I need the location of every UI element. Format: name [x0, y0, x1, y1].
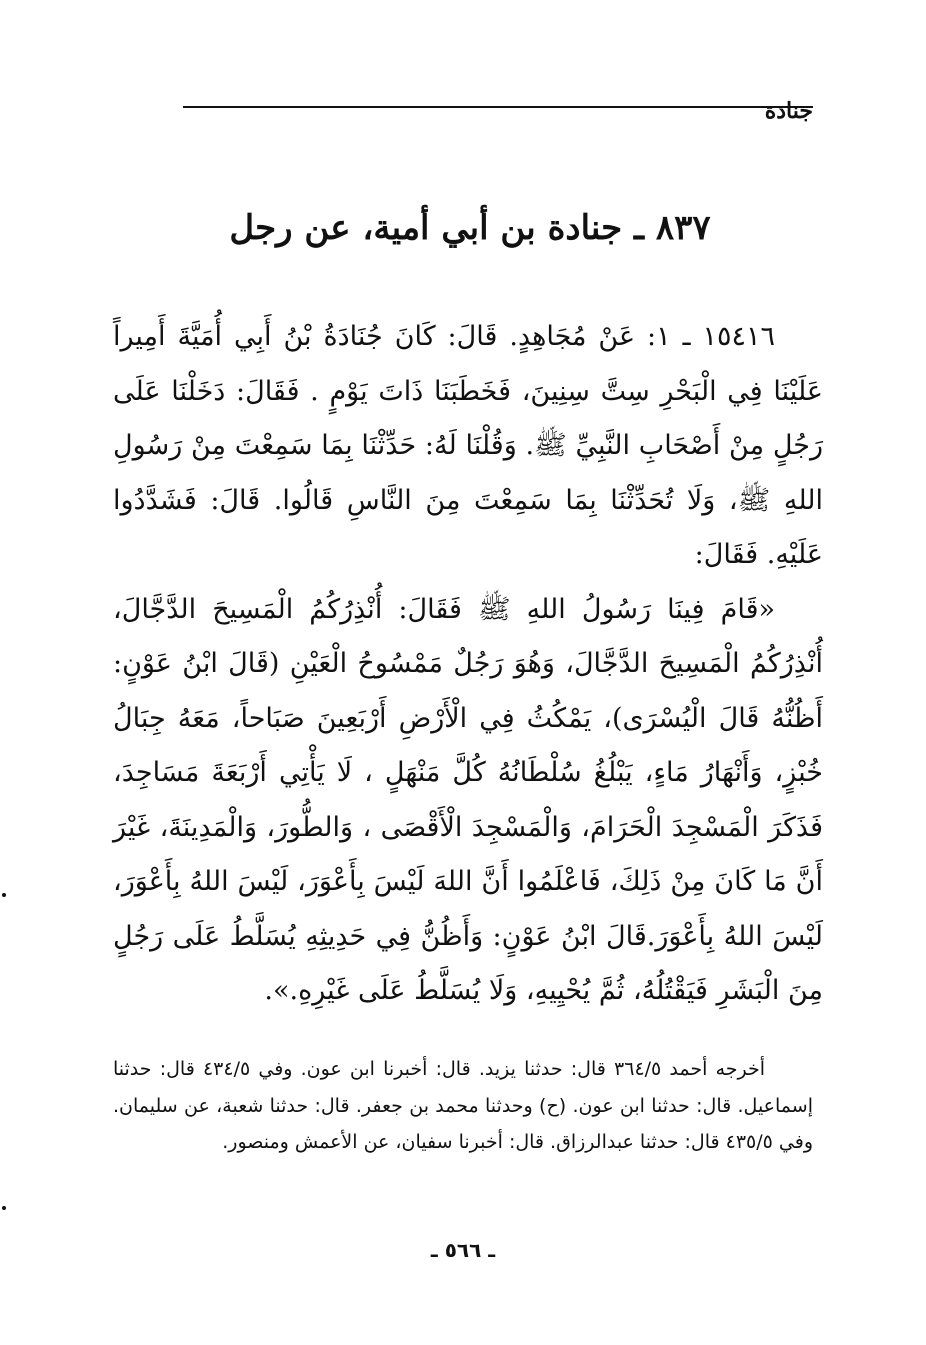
- hadith-text-paragraph: «قَامَ فِينَا رَسُولُ اللهِ ﷺ فَقَالَ: أُنْذِرُكُمُ الْمَسِيحَ الدَّجَّالَ، أُنْذِرُكُمُ الْمَسِيحَ الدَّجَّالَ، وَهُوَ رَجُلٌ مَمْسُوحُ الْعَيْنِ (قَالَ ابْنُ عَوْنٍ: أَظُنُّهُ قَالَ الْيُسْرَى)، يَمْكُثُ فِي الْأَرْضِ أَرْبَعِينَ صَبَاحاً، مَعَهُ جِبَالُ خُبْزٍ، وَأَنْهَارُ مَاءٍ، يَبْلُغُ سُلْطَانُهُ كُلَّ مَنْهَلٍ ، لَا يَأْتِي أَرْبَعَةَ مَسَاجِدَ، فَذَكَرَ الْمَسْجِدَ الْحَرَامَ، وَالْمَسْجِدَ الْأَقْصَى ، وَالطُّورَ، وَالْمَدِينَةَ، غَيْرَ أَنَّ مَا كَانَ مِنْ ذَلِكَ، فَاعْلَمُوا أَنَّ اللهَ لَيْسَ بِأَعْوَرَ، لَيْسَ اللهُ بِأَعْوَرَ، لَيْسَ اللهُ بِأَعْوَرَ.قَالَ ابْنُ عَوْنٍ: وَأَظُنُّ فِي حَدِيثِهِ يُسَلَّطُ عَلَى رَجُلٍ مِنَ الْبَشَرِ فَيَقْتُلُهُ، ثُمَّ يُحْيِيهِ، وَلَا يُسَلَّطُ عَلَى غَيْرِهِ.».: [113, 593, 823, 1006]
- margin-mark: [2, 1206, 6, 1210]
- hadith-body: [113, 310, 823, 1019]
- hadith-intro-paragraph: ١٥٤١٦ ـ ١: عَنْ مُجَاهِدٍ. قَالَ: كَانَ جُنَادَةُ بْنُ أَبِي أُمَيَّةَ أَمِيراً عَلَيْنَا فِي الْبَحْرِ سِتَّ سِنِينَ، فَخَطَبَنَا ذَاتَ يَوْمٍ . فَقَالَ: دَخَلْنَا عَلَى رَجُلٍ مِنْ أَصْحَابِ النَّبِيِّ ﷺ. وَقُلْنَا لَهُ: حَدِّثْنَا بِمَا سَمِعْتَ مِنْ رَسُولِ اللهِ ﷺ، وَلَا تُحَدِّثْنَا بِمَا سَمِعْتَ مِنَ النَّاسِ قَالُوا. قَالَ: فَشَدَّدُوا عَلَيْهِ. فَقَالَ:: [113, 321, 823, 570]
- chapter-title: ٨٣٧ ـ جنادة بن أبي أمية، عن رجل: [229, 208, 711, 248]
- running-header: [113, 96, 813, 130]
- margin-mark: [2, 893, 6, 897]
- header-rule: [183, 106, 813, 108]
- page-number: ـ ٥٦٦ ـ: [430, 1238, 496, 1262]
- footnote-paragraph: أخرجه أحمد ٣٦٤/٥ قال: حدثنا يزيد. قال: أخبرنا ابن عون. وفي ٤٣٤/٥ قال: حدثنا إسماعيل. قال: حدثنا ابن عون. (ح) وحدثنا محمد بن جعفر. قال: حدثنا شعبة، عن سليمان. وفي ٤٣٥/٥ قال: حدثنا عبدالرزاق. قال: أخبرنا سفيان، عن الأعمش ومنصور.: [113, 1058, 813, 1153]
- takhrij-footnote: [113, 1051, 813, 1161]
- running-header-title: جنادة: [764, 98, 813, 124]
